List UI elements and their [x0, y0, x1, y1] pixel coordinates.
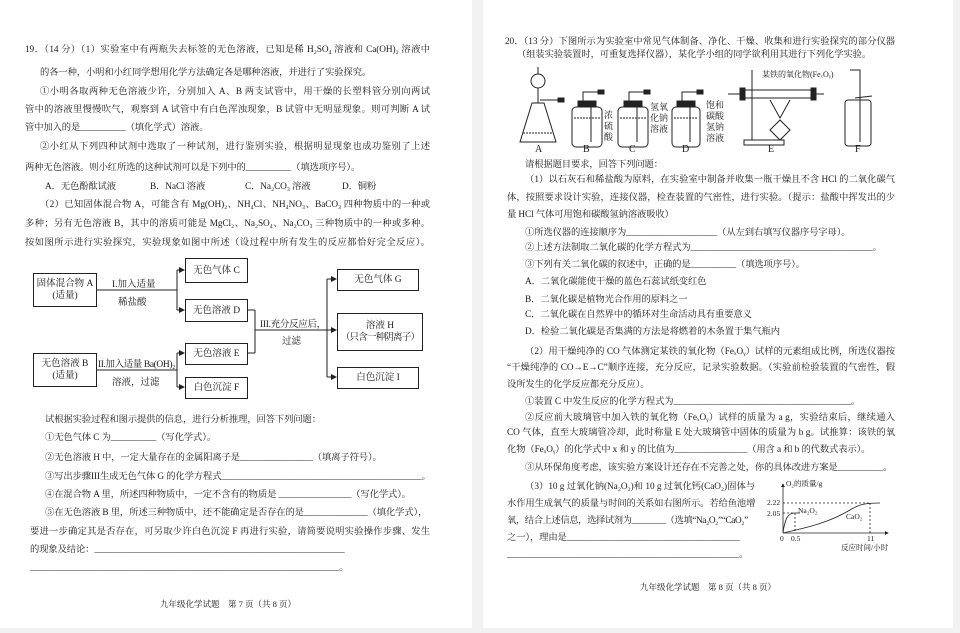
q19-line: ____________________________________________________________________。 [30, 563, 349, 573]
apparatus-label-b: B [583, 144, 590, 155]
box-label: 无色溶液 E [193, 349, 240, 359]
step1-label: I.加入适量 [112, 280, 156, 290]
apparatus-label-a: A [535, 144, 543, 155]
box-label: 无色气体 C [193, 265, 240, 276]
q20-line: ②反应前大玻璃管中加入铁的氧化物（FeₓOᵧ）试样的质量为 a g，实验结束后，继续通入 [525, 413, 895, 423]
graph-y-tick: 2.22 [767, 498, 781, 507]
option-c: C．Na₂CO₃ 溶液 [245, 182, 311, 192]
step1-label: 稀盐酸 [118, 298, 147, 308]
q20-line: （2）用干燥纯净的 CO 气体测定某铁的氧化物（FeₓOᵧ）试样的元素组成比例，所选仪器按 [525, 347, 895, 357]
q19-line: ②无色溶液 H 中，一定大量存在的金属阳离子是________________（填离子符号）。 [45, 453, 382, 463]
box-label: 无色溶液 B [41, 359, 89, 369]
q20-line: 设所发生的化学反应都充分反应）。 [507, 380, 650, 390]
q20-line: （组装实验装置时，可重复选择仪器），某化学小组的同学欲利用其进行下列化学实验。 [517, 50, 872, 60]
q19-line: ①无色气体 C 为__________（写化学式）。 [45, 433, 216, 443]
option-a: A．无色酚酞试液 [45, 182, 116, 192]
q20-line: CO 气体，直至大玻璃管冷却，此时称量 E 处大玻璃管中固体的质量为 b g。试推算：该铁的氧 [507, 428, 895, 438]
page-footer: 九年级化学试题 第 7 页（共 8 页） [160, 599, 297, 609]
apparatus-label-f: F [855, 144, 861, 155]
box-label: 溶液 H [365, 321, 395, 331]
box-label: 白色沉淀 F [193, 383, 240, 393]
box-label: 固体混合物 A [36, 279, 94, 289]
q20-line: 体，按照要求设计实验，连接仪器，检查装置的气密性，进行实验。（提示：盐酸中挥发出的少 [507, 193, 895, 203]
step3-label: III.充分反应后， [260, 320, 326, 330]
box-sublabel: （只含一种阴离子） [340, 333, 420, 343]
q20-line: 之一），理由是______________________________________ [507, 533, 740, 543]
q19-line: ⑤在无色溶液 B 里，所述三种物质中，还不能确定是否存在的是______________（填化学式）， [45, 508, 428, 518]
box-label: 无色溶液 D [192, 305, 241, 316]
q19-line: 19．（14 分）（1）实验室中有两瓶失去标签的无色溶液，已知是稀 H₂SO₄ 溶液和 Ca(OH)₂ 溶液中 [25, 45, 430, 55]
step3-label: 过滤 [282, 337, 302, 347]
q20-line: ①所选仪器的连接顺序为____________________（从左到右填写仪器序号字母）。 [525, 228, 851, 238]
apparatus-label-e: E [768, 144, 775, 155]
q19-line: 两种无色溶液。则小红所选的这种试剂可以是下列中的__________（填选项序号）。 [25, 163, 361, 173]
q20-line: ③从环保角度考虑，该实验方案设计还存在不完善之处，你的具体改进方案是__________。 [525, 463, 893, 473]
graph-x-tick: 0.5 [791, 534, 801, 543]
sample-label-e: 某铁的氧化物(FeₓOᵧ) [762, 70, 834, 79]
q19-line: 要进一步确定其是否存在，可另取少许白色沉淀 F 再进行实验，请简要说明实验操作步骤、发生 [30, 527, 430, 537]
reagent-label-b: 浓硫酸 [604, 110, 614, 142]
box-sublabel: (适量) [52, 291, 78, 301]
q19-line: ①小明各取两种无色溶液少许，分别加入 A、B 两支试管中，用干燥的长塑料管分别向两试 [40, 87, 430, 97]
apparatus-label-c: C [629, 144, 636, 155]
q19-line: 的现象及结论：_______________________________________________________ [30, 545, 345, 555]
q20-line: “干燥纯净的 CO→E→C”顺序连接，充分反应，记录实验数据。（实验前检验装置的气密性，假 [507, 363, 895, 373]
q20-line: 请根据题目要求，回答下列问题： [525, 160, 663, 170]
q19-line: ②小红从下列四种试剂中选取了一种试剂，进行鉴别实验，根据明显现象也成功鉴别了上述 [40, 142, 430, 152]
page-footer: 九年级化学试题 第 8 页（共 8 页） [640, 582, 777, 592]
q20-line: （1）以石灰石和稀盐酸为原料，在实验室中制备并收集一瓶干燥且不含 HCl 的二氧化碳气 [525, 175, 895, 185]
q19-line: 管中的溶液里慢慢吹气，观察到 A 试管中有白色浑浊现象，B 试管中无明显现象。则可判断 A 试 [25, 105, 430, 115]
q19-line: 多种；另有无色溶液 B，其中的溶质可能是 MgCl₂、Na₂SO₄、Na₂CO₃ 三种物质中的一种或多种。 [25, 219, 430, 229]
q19-line: （2）已知固体混合物 A，可能含有 Mg(OH)₂、NH₄Cl、NH₄NO₃、BaCO₃ 四种物质中的一种或 [40, 200, 430, 210]
box-label: 无色气体 G [354, 275, 402, 285]
graph-x-label: 反应时间/小时 [841, 543, 889, 552]
graph-x-tick: 11 [867, 534, 875, 543]
q20-option-a: A．二氧化碳能使干燥的蓝色石蕊试纸变红色 [525, 277, 707, 287]
reagent-label-c: 氢氧化钠溶液 [650, 102, 669, 134]
reagent-label-d: 饱和碳酸氢钠溶液 [706, 100, 725, 143]
option-d: D．铜粉 [342, 182, 377, 192]
box-sublabel: (适量) [52, 371, 78, 381]
apparatus-label-d: D [682, 144, 690, 155]
q20-line: 20．（13 分）下图所示为实验室中常见气体制备、净化、干燥、收集和进行实验探究的部分仪器 [505, 37, 895, 47]
q20-line: 化物（FeₓOᵧ）的化学式中 x 和 y 的比值为________________（用含 a 和 b 的代数式表示）。 [507, 445, 871, 455]
q19-line: 的各一种，小明和小红同学想用化学方法确定各是哪种溶液，并进行了实验探究。 [40, 68, 372, 78]
q19-line: 按如图所示进行实验探究，实验现象如图中所述（设过程中所有发生的反应都恰好完全反应）。 [25, 238, 430, 248]
q20-line: ___________________________________________________。 [507, 550, 749, 560]
q19-line: ③写出步骤III生成无色气体 G 的化学方程式____________________________________________。 [45, 472, 431, 482]
q19-line: ④在混合物 A 里，所述四种物质中，一定不含有的物质是 ________________（写化学式）。 [45, 490, 412, 500]
graph-y-label: O₂的质量/g [786, 479, 823, 488]
q19-line: 管中加入的是__________（填化学式）溶液。 [25, 123, 209, 133]
box-label: 白色沉淀 I [356, 373, 400, 383]
series-label-cao2: CaO₂ [846, 512, 863, 521]
series-label-na2o2: Na₂O₂ [798, 506, 818, 515]
graph-y-tick: 2.05 [767, 509, 781, 518]
q20-line: ②上述方法制取二氧化碳的化学方程式为________________________________________。 [525, 243, 882, 253]
step2-label: 溶液，过滤 [112, 378, 160, 388]
q20-option-d: D．检验二氧化碳是否集满的方法是将燃着的木条置于集气瓶内 [525, 327, 780, 337]
q20-option-b: B．二氧化碳是植物光合作用的原料之一 [525, 295, 688, 305]
q20-line: （3）10 g 过氧化钠(Na₂O₂)和 10 g 过氧化钙(CaO₂)固体与 [525, 482, 755, 492]
q20-option-c: C．二氧化碳在自然界中的循环对生命活动具有重要意义 [525, 310, 752, 320]
q19-line: 试根据实验过程和图示提供的信息，进行分析推理，回答下列问题： [45, 415, 321, 425]
q20-line: 量 HCl 气体可用饱和碳酸氢钠溶液吸收） [507, 210, 674, 220]
step2-label: II.加入适量 Ba(OH)₂ [98, 360, 175, 370]
q20-line: ③下列有关二氧化碳的叙述中，正确的是__________（填选项序号）。 [525, 260, 805, 270]
graph-x-tick: 0 [780, 534, 784, 543]
q20-line: 水作用生成氧气的质量与时间的关系如右图所示。若给鱼池增 [507, 499, 756, 509]
option-b: B．NaCl 溶液 [150, 182, 206, 192]
q20-line: ①装置 C 中发生反应的化学方程式为_______________________________________。 [525, 397, 861, 407]
q20-line: 氧，结合上述信息，选择试剂为________（选填“Na₂O₂”“CaO₂” [507, 516, 748, 526]
